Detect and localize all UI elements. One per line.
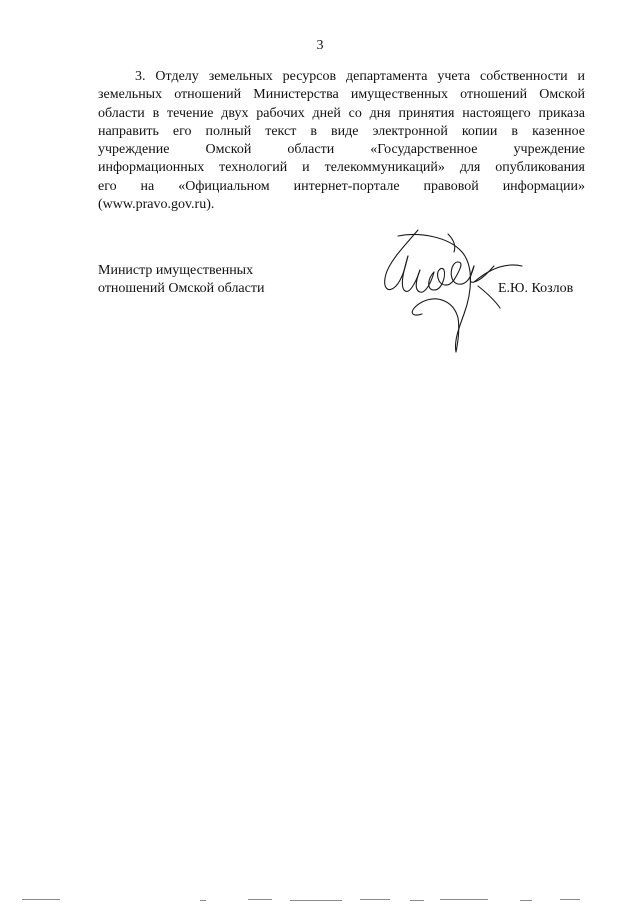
page-number: 3 [316, 38, 324, 53]
scan-edge-artifact [0, 897, 640, 903]
paragraph-item-3 [98, 68, 585, 214]
paragraph-line: области в течение двух рабочих дней со дня принятия настоящего приказа [98, 105, 585, 121]
paragraph-line: направить его полный текст в виде электронной копии в казенное [98, 123, 585, 139]
paragraph-line: учреждение Омской области «Государственное учреждение [98, 142, 585, 158]
paragraph-line: земельных отношений Министерства имущественных отношений Омской [98, 87, 585, 103]
signatory-title-line: отношений Омской области [98, 281, 265, 297]
paragraph-line: его на «Официальном интернет-портале правовой информации» [98, 178, 585, 194]
signatory-title-line: Министр имущественных [98, 263, 254, 278]
signer-name: Е.Ю. Козлов [498, 281, 574, 296]
signatory-title [98, 262, 264, 299]
paragraph-line: информационных технологий и телекоммуникаций» для опубликования [98, 160, 585, 176]
paragraph-line: 3. Отделу земельных ресурсов департамента учета собственности и [135, 69, 585, 84]
paragraph-line: (www.pravo.gov.ru). [98, 197, 215, 213]
